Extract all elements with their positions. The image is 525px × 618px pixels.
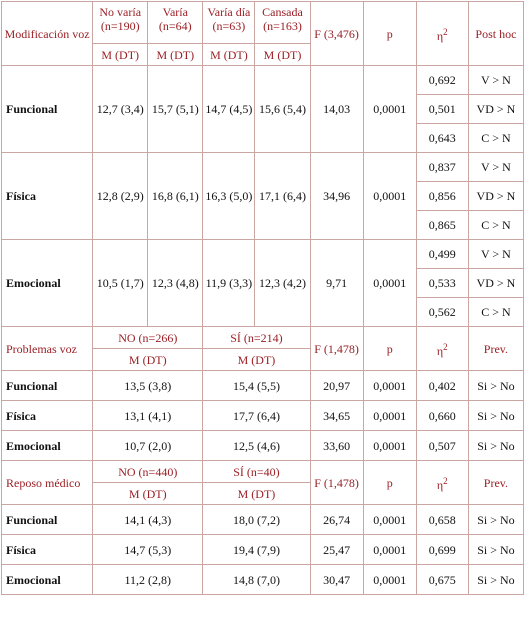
eta-cell: 0,658 — [416, 505, 468, 535]
table-row — [2, 401, 524, 431]
section1-header-row — [2, 2, 524, 44]
table-row — [2, 153, 524, 182]
posthoc-cell: C > N — [468, 211, 523, 240]
mean-cell: 17,1 (6,4) — [255, 153, 310, 240]
no-cell: 14,7 (5,3) — [93, 535, 203, 565]
no-cell: 13,1 (4,1) — [93, 401, 203, 431]
posthoc-cell: V > N — [468, 240, 523, 269]
eta-cell: 0,856 — [416, 182, 468, 211]
eta-cell: 0,837 — [416, 153, 468, 182]
subheader-cell: M (DT) — [255, 44, 310, 66]
group-header: Cansada (n=163) — [255, 2, 310, 44]
f-header: F (3,476) — [310, 2, 363, 66]
f-cell: 25,47 — [310, 535, 363, 565]
si-cell: 15,4 (5,5) — [203, 371, 310, 401]
si-header: SÍ (n=214) — [203, 327, 310, 349]
si-cell: 14,8 (7,0) — [203, 565, 310, 595]
p-cell: 0,0001 — [363, 401, 416, 431]
p-cell: 0,0001 — [363, 431, 416, 461]
row-label: Emocional — [2, 565, 93, 595]
p-cell: 0,0001 — [363, 565, 416, 595]
p-cell: 0,0001 — [363, 153, 416, 240]
row-label: Funcional — [2, 505, 93, 535]
prev-cell: Si > No — [468, 535, 523, 565]
mean-cell: 10,5 (1,7) — [93, 240, 148, 327]
eta-cell: 0,562 — [416, 298, 468, 327]
eta-cell: 0,692 — [416, 66, 468, 95]
group-header: Varía día (n=63) — [203, 2, 255, 44]
section2-label: Problemas voz — [2, 327, 93, 371]
subheader-cell: M (DT) — [203, 349, 310, 371]
mean-cell: 16,3 (5,0) — [203, 153, 255, 240]
group-header: Varía (n=64) — [148, 2, 203, 44]
table-row — [2, 431, 524, 461]
f-header: F (1,478) — [310, 327, 363, 371]
no-cell: 14,1 (4,3) — [93, 505, 203, 535]
posthoc-cell: V > N — [468, 153, 523, 182]
no-cell: 11,2 (2,8) — [93, 565, 203, 595]
f-cell: 30,47 — [310, 565, 363, 595]
eta-cell: 0,533 — [416, 269, 468, 298]
p-cell: 0,0001 — [363, 371, 416, 401]
eta-cell: 0,501 — [416, 95, 468, 124]
eta-cell: 0,402 — [416, 371, 468, 401]
prev-cell: Si > No — [468, 371, 523, 401]
no-header: NO (n=266) — [93, 327, 203, 349]
mean-cell: 12,8 (2,9) — [93, 153, 148, 240]
no-cell: 10,7 (2,0) — [93, 431, 203, 461]
eta-cell: 0,660 — [416, 401, 468, 431]
f-cell: 26,74 — [310, 505, 363, 535]
f-cell: 33,60 — [310, 431, 363, 461]
row-label: Física — [2, 535, 93, 565]
subheader-cell: M (DT) — [148, 44, 203, 66]
prev-cell: Si > No — [468, 565, 523, 595]
table-row — [2, 505, 524, 535]
eta-cell: 0,675 — [416, 565, 468, 595]
posthoc-cell: VD > N — [468, 182, 523, 211]
p-cell: 0,0001 — [363, 240, 416, 327]
table-row — [2, 565, 524, 595]
mean-cell: 15,7 (5,1) — [148, 66, 203, 153]
group-header: No varía (n=190) — [93, 2, 148, 44]
results-table — [1, 1, 524, 595]
section3-header-row — [2, 461, 524, 483]
section2-header-row — [2, 327, 524, 349]
f-header: F (1,478) — [310, 461, 363, 505]
posthoc-cell: C > N — [468, 124, 523, 153]
subheader-cell: M (DT) — [93, 483, 203, 505]
mean-cell: 12,7 (3,4) — [93, 66, 148, 153]
posthoc-cell: C > N — [468, 298, 523, 327]
prev-header: Prev. — [468, 327, 523, 371]
si-cell: 18,0 (7,2) — [203, 505, 310, 535]
row-label: Emocional — [2, 431, 93, 461]
si-cell: 19,4 (7,9) — [203, 535, 310, 565]
si-cell: 17,7 (6,4) — [203, 401, 310, 431]
eta-cell: 0,507 — [416, 431, 468, 461]
mean-cell: 16,8 (6,1) — [148, 153, 203, 240]
mean-cell: 12,3 (4,8) — [148, 240, 203, 327]
posthoc-cell: VD > N — [468, 95, 523, 124]
p-header: p — [363, 2, 416, 66]
eta-cell: 0,499 — [416, 240, 468, 269]
row-label: Emocional — [2, 240, 93, 327]
subheader-cell: M (DT) — [203, 483, 310, 505]
row-label: Funcional — [2, 66, 93, 153]
eta-cell: 0,643 — [416, 124, 468, 153]
subheader-cell: M (DT) — [93, 349, 203, 371]
table-row — [2, 240, 524, 269]
subheader-cell: M (DT) — [203, 44, 255, 66]
mean-cell: 11,9 (3,3) — [203, 240, 255, 327]
f-cell: 9,71 — [310, 240, 363, 327]
eta-header: η$^2$ — [416, 2, 468, 66]
mean-cell: 14,7 (4,5) — [203, 66, 255, 153]
mean-cell: 12,3 (4,2) — [255, 240, 310, 327]
section3-label: Reposo médico — [2, 461, 93, 505]
subheader-cell: M (DT) — [93, 44, 148, 66]
p-cell: 0,0001 — [363, 66, 416, 153]
prev-cell: Si > No — [468, 401, 523, 431]
p-header: p — [363, 327, 416, 371]
prev-cell: Si > No — [468, 505, 523, 535]
si-cell: 12,5 (4,6) — [203, 431, 310, 461]
no-cell: 13,5 (3,8) — [93, 371, 203, 401]
row-label: Física — [2, 153, 93, 240]
eta-header: η$^2$ — [416, 461, 468, 505]
eta-cell: 0,699 — [416, 535, 468, 565]
posthoc-cell: V > N — [468, 66, 523, 95]
posthoc-cell: VD > N — [468, 269, 523, 298]
section1-label: Modificación voz — [2, 2, 93, 66]
f-cell: 34,96 — [310, 153, 363, 240]
table-row — [2, 535, 524, 565]
eta-header: η$^2$ — [416, 327, 468, 371]
prev-header: Prev. — [468, 461, 523, 505]
p-cell: 0,0001 — [363, 505, 416, 535]
row-label: Funcional — [2, 371, 93, 401]
no-header: NO (n=440) — [93, 461, 203, 483]
p-header: p — [363, 461, 416, 505]
eta-cell: 0,865 — [416, 211, 468, 240]
f-cell: 20,97 — [310, 371, 363, 401]
posthoc-header: Post hoc — [468, 2, 523, 66]
row-label: Física — [2, 401, 93, 431]
si-header: SÍ (n=40) — [203, 461, 310, 483]
table-row — [2, 66, 524, 95]
f-cell: 14,03 — [310, 66, 363, 153]
p-cell: 0,0001 — [363, 535, 416, 565]
table-row — [2, 371, 524, 401]
prev-cell: Si > No — [468, 431, 523, 461]
f-cell: 34,65 — [310, 401, 363, 431]
mean-cell: 15,6 (5,4) — [255, 66, 310, 153]
